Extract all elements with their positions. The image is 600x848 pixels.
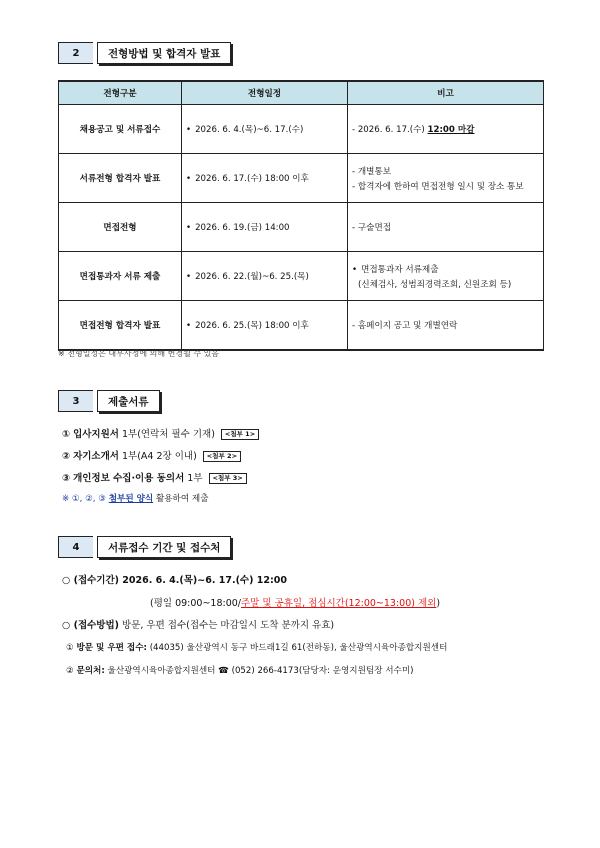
list-item: ③ 개인정보 수집·이용 동의서 1부 <첨부 3> [62,470,247,484]
visit-line: ① 방문 및 우편 접수: (44035) 울산광역시 동구 바드래1길 61(전하동), 울산광역시육아종합지원센터 [66,643,448,653]
note-cell: • 면접통과자 서류제출 (신체검사, 성범죄경력조회, 신원조회 등) [348,252,544,301]
date-cell: • 2026. 6. 4.(목)~6. 17.(수) [182,105,348,154]
table-header: 전형일정 [182,81,348,105]
list-item: ① 입사지원서 1부(연락처 필수 기재) <첨부 1> [62,426,259,440]
date-cell: • 2026. 6. 19.(금) 14:00 [182,203,348,252]
period-line: ○ (접수기간) 2026. 6. 4.(목)~6. 17.(수) 12:00 [62,575,287,586]
attachment-tag: <첨부 3> [209,473,247,484]
method-line: ○ (접수방법) 방문, 우편 접수(접수는 마감일시 도착 분까지 유효) [62,620,335,631]
table-row [59,203,544,252]
contact-line: ② 문의처: 울산광역시육아종합지원센터 ☎ (052) 266-4173(담당자: 운영지원팀장 서수미) [66,666,414,676]
docs-note: ※ ①, ②, ③ 첨부된 양식 활용하여 제출 [62,494,209,504]
table-row [59,301,544,351]
section-4-header [58,536,231,558]
date-cell: • 2026. 6. 25.(목) 18:00 이후 [182,301,348,351]
schedule-note: ※ 전형일정은 내부사정에 의해 변경될 수 있음 [58,349,220,358]
stage-cell: 서류전형 합격자 발표 [59,154,182,203]
section-2-header [58,42,231,64]
date-cell: • 2026. 6. 17.(수) 18:00 이후 [182,154,348,203]
section-title: 서류접수 기간 및 접수처 [97,536,231,558]
schedule-table [58,80,544,351]
table-row [59,105,544,154]
attachment-tag: <첨부 2> [203,451,241,462]
section-title: 제출서류 [97,390,160,412]
attachment-tag: <첨부 1> [221,429,259,440]
note-cell: - 홈페이지 공고 및 개별연락 [348,301,544,351]
list-item: ② 자기소개서 1부(A4 2장 이내) <첨부 2> [62,448,241,462]
date-cell: • 2026. 6. 22.(월)~6. 25.(목) [182,252,348,301]
note-cell: - 2026. 6. 17.(수) 12:00 마감 [348,105,544,154]
section-title: 전형방법 및 합격자 발표 [97,42,231,64]
section-number: 4 [58,536,93,558]
stage-cell: 채용공고 및 서류접수 [59,105,182,154]
table-row [59,154,544,203]
section-3-header [58,390,160,412]
section-number: 2 [58,42,93,64]
note-cell: - 개별통보 - 합격자에 한하여 면접전형 일시 및 장소 통보 [348,154,544,203]
table-header: 비고 [348,81,544,105]
section-number: 3 [58,390,93,412]
stage-cell: 면접전형 합격자 발표 [59,301,182,351]
period-sub-line: (평일 09:00~18:00/주말 및 공휴일, 점심시간(12:00~13:00) 제외) [150,598,441,609]
note-cell: - 구술면접 [348,203,544,252]
table-row [59,252,544,301]
table-header: 전형구분 [59,81,182,105]
stage-cell: 면접전형 [59,203,182,252]
stage-cell: 면접통과자 서류 제출 [59,252,182,301]
